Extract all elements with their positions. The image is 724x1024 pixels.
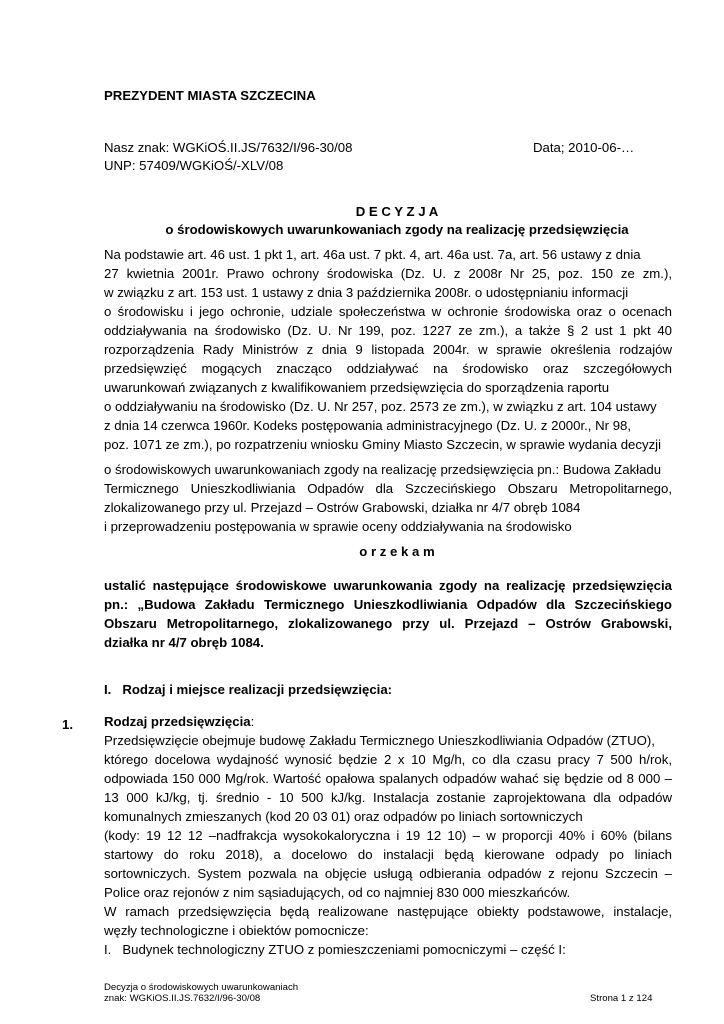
conditions-paragraph xyxy=(104,576,672,652)
authority-header: PREZYDENT MIASTA SZCZECINA xyxy=(104,88,316,103)
legal-basis-line: oddziaływania na środowisko (Dz. U. Nr 199, poz. 1227 ze zm.), a także § 2 ust 1 pkt 40 xyxy=(104,323,672,338)
item-line: Police oraz rejonów z nim sąsiadujących, od co najmniej 830 000 mieszkańców. xyxy=(104,885,571,900)
item-line: I. Budynek technologiczny ZTUO z pomieszczeniami pomocniczymi – część I: xyxy=(104,942,566,957)
legal-basis-line: z dnia 14 czerwca 1960r. Kodeks postępowania administracyjnego (Dz. U. z 2000r., Nr 98, xyxy=(104,418,632,433)
legal-basis-line: o oddziaływaniu na środowisko (Dz. U. Nr 257, poz. 2573 ze zm.), w związku z art. 104 ustawy xyxy=(104,399,657,414)
item-title-colon: : xyxy=(250,714,255,729)
item-line: odpowiada 150 000 Mg/rok. Wartość opałowa spalanych odpadów wahać się będzie od 8 000 – xyxy=(104,771,672,786)
item-title-row xyxy=(104,712,254,731)
item-line: komunalnych zmieszanych (kod 20 03 01) oraz odpadów po liniach sortowniczych xyxy=(104,809,583,824)
legal-basis-line: przedsięwzięć mogących znacząco oddziaływać na środowisko oraz szczegółowych xyxy=(104,361,672,376)
unp-number: UNP: 57409/WGKiOŚ/-XLV/08 xyxy=(104,158,284,173)
legal-basis-line: uwarunkowań związanych z kwalifikowaniem przedsięwzięcia do sporządzenia raportu xyxy=(104,380,610,395)
reference-number: Nasz znak: WGKiOŚ.II.JS/7632/I/96-30/08 xyxy=(104,140,353,155)
subject-line: i przeprowadzeniu postępowania w sprawie oceny oddziaływania na środowisko xyxy=(104,519,572,534)
item-line: węzły technologiczne i obiektów pomocnicze: xyxy=(104,923,369,938)
item-line: (kody: 19 12 12 –nadfrakcja wysokokaloryczna i 19 12 10) – w proporcji 40% i 60% (bilans xyxy=(104,828,672,843)
legal-basis-line: w związku z art. 153 ust. 1 ustawy z dnia 3 października 2008r. o udostępnianiu informacji xyxy=(104,285,629,300)
legal-basis-line: poz. 1071 ze zm.), po rozpatrzeniu wniosku Gminy Miasto Szczecin, w sprawie wydania decyzji xyxy=(104,437,662,452)
conditions-line: pn.: „Budowa Zakładu Termicznego Unieszkodliwiania Odpadów dla Szczecińskiego xyxy=(104,597,672,612)
legal-basis-paragraph xyxy=(104,245,672,454)
subject-paragraph xyxy=(104,460,672,536)
conditions-line: działka nr 4/7 obręb 1084. xyxy=(104,635,264,650)
legal-basis-line: Na podstawie art. 46 ust. 1 pkt 1, art. 46a ust. 7 pkt. 4, art. 46a ust. 7a, art. 56 ustawy z dnia xyxy=(104,247,641,262)
document-date: Data; 2010-06-… xyxy=(533,140,635,155)
item-description xyxy=(104,731,672,959)
section-i-heading: I. Rodzaj i miejsce realizacji przedsięwzięcia: xyxy=(104,682,393,697)
legal-basis-line: o środowisku i jego ochronie, udziale społeczeństwa w ochronie środowiska oraz o ocenach xyxy=(104,304,672,319)
item-line: startowy do roku 2018), a docelowo do instalacji będą kierowane odpady po liniach xyxy=(104,847,672,862)
item-title: Rodzaj przedsięwzięcia xyxy=(104,714,251,729)
subject-line: Termicznego Unieszkodliwiania Odpadów dla Szczecińskiego Obszaru Metropolitarnego, xyxy=(104,481,672,496)
ruling-word: o r z e k a m xyxy=(359,544,435,559)
item-line: W ramach przedsięwzięcia będą realizowane następujące obiekty podstawowe, instalacje, xyxy=(104,904,672,919)
conditions-line: Obszaru Metropolitarnego, zlokalizowanego przy ul. Przejazd – Ostrów Grabowski, xyxy=(104,616,672,631)
footer-reference: znak: WGKiOS.II.JS.7632/I/96-30/08 xyxy=(104,993,261,1004)
conditions-line: ustalić następujące środowiskowe uwarunkowania zgody na realizację przedsięwzięcia xyxy=(104,578,672,593)
decision-title: D E C Y Z J A xyxy=(355,204,439,219)
footer-title: Decyzja o środowiskowych uwarunkowaniach xyxy=(104,982,299,993)
subject-line: zlokalizowanego przy ul. Przejazd – Ostrów Grabowski, działka nr 4/7 obręb 1084 xyxy=(104,500,581,515)
subject-line: o środowiskowych uwarunkowaniach zgody na realizację przedsięwzięcia pn.: Budowa Zakładu xyxy=(104,462,662,477)
item-number: 1. xyxy=(62,717,73,732)
item-line: 13 000 kJ/kg, tj. średnio - 10 500 kJ/kg. Instalacja zostanie zaprojektowana dla odpadów xyxy=(104,790,672,805)
decision-subtitle: o środowiskowych uwarunkowaniach zgody na realizację przedsięwzięcia xyxy=(165,222,629,237)
page-number: Strona 1 z 124 xyxy=(590,993,653,1004)
item-line: którego docelowa wydajność wynosić będzie 2 x 10 Mg/h, co dla czasu pracy 7 500 h/rok, xyxy=(104,752,672,767)
item-line: Przedsięwzięcie obejmuje budowę Zakładu Termicznego Unieszkodliwiania Odpadów (ZTUO), xyxy=(104,733,655,748)
legal-basis-line: rozporządzenia Rady Ministrów z dnia 9 listopada 2004r. w sprawie określenia rodzajów xyxy=(104,342,672,357)
legal-basis-line: 27 kwietnia 2001r. Prawo ochrony środowiska (Dz. U. z 2008r Nr 25, poz. 150 ze zm.), xyxy=(104,266,672,281)
item-line: sortowniczych. System pozwala na objęcie usługą odbierania odpadów z rejonu Szczecin – xyxy=(104,866,672,881)
